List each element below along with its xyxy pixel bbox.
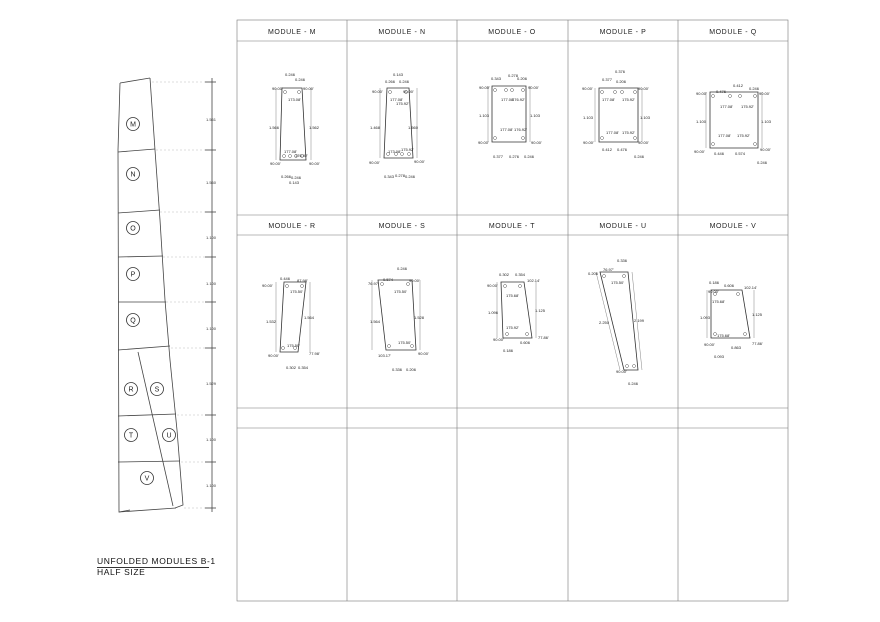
module-letter: U bbox=[166, 432, 172, 440]
module-p-dimension: 177.08' bbox=[602, 97, 615, 102]
module-q-dimension: 177.08' bbox=[718, 133, 731, 138]
module-u-dimension: 76.97' bbox=[603, 267, 614, 272]
module-p-dimension: 90.00' bbox=[638, 140, 649, 145]
module-header: MODULE - Q bbox=[709, 29, 757, 36]
module-q-dimension: 90.00' bbox=[694, 149, 705, 154]
module-u-dimension: 0.336 bbox=[617, 258, 628, 263]
module-p-dimension: 0.376 bbox=[615, 69, 626, 74]
strip-divider bbox=[118, 210, 160, 213]
module-n-dimension: 90.00' bbox=[372, 89, 383, 94]
module-p-dimension: 0.377 bbox=[602, 77, 613, 82]
module-p-dimension: 0.206 bbox=[616, 79, 627, 84]
module-o-dimension: 1.103 bbox=[479, 113, 490, 118]
strip-height-label: 1.100 bbox=[206, 281, 217, 286]
module-v-dimension: 90.00' bbox=[704, 342, 715, 347]
module-p-dimension: 0.412 bbox=[602, 147, 613, 152]
module-n-dimension: 90.00' bbox=[414, 159, 425, 164]
module-q-dimension: 1.100 bbox=[696, 119, 707, 124]
module-header: MODULE - V bbox=[709, 223, 757, 230]
module-letter: P bbox=[130, 271, 136, 279]
module-n-dimension: 90.00' bbox=[369, 160, 380, 165]
module-p-dimension: 90.00' bbox=[583, 140, 594, 145]
module-n-dimension: 175.92' bbox=[396, 101, 409, 106]
module-m-dimension: 173.08' bbox=[288, 97, 301, 102]
module-v-dimension: 1.093 bbox=[700, 315, 711, 320]
module-m-dimension: 90.00' bbox=[303, 86, 314, 91]
module-o-dimension: 0.343 bbox=[491, 76, 502, 81]
module-v-dimension: 175.68' bbox=[717, 333, 730, 338]
module-u-dimension: 0.246 bbox=[628, 381, 639, 386]
module-v-dimension: 0.186 bbox=[709, 280, 720, 285]
module-v-dimension: 0.863 bbox=[731, 345, 742, 350]
strip-divider bbox=[118, 256, 163, 257]
module-r-dimension: 0.446 bbox=[280, 276, 291, 281]
module-n-dimension: 175.92' bbox=[401, 147, 414, 152]
module-r-dimension: 90.00' bbox=[268, 353, 279, 358]
module-v-dimension: 1.125 bbox=[752, 312, 763, 317]
module-s-dimension: 175.50' bbox=[394, 289, 407, 294]
module-q-dimension: 90.00' bbox=[760, 147, 771, 152]
module-m-dimension: 0.266 bbox=[281, 174, 292, 179]
module-q-dimension: 0.476 bbox=[716, 89, 727, 94]
module-m-dimension: 90.00' bbox=[270, 161, 281, 166]
module-s-dimension: 103.17' bbox=[378, 353, 391, 358]
module-n-dimension: 1.468 bbox=[370, 125, 381, 130]
module-r-dimension: 87.98' bbox=[297, 278, 308, 283]
module-s-dimension: 90.00' bbox=[409, 278, 420, 283]
module-t-dimension: 90.00' bbox=[487, 283, 498, 288]
module-u-dimension: 2.199 bbox=[634, 318, 645, 323]
module-t-dimension: 0.606 bbox=[520, 340, 531, 345]
module-s-dimension: 0.336 bbox=[392, 367, 403, 372]
module-m-dimension: 1.562 bbox=[309, 125, 320, 130]
module-u-dimension: 90.00' bbox=[616, 369, 627, 374]
module-n-dimension: 177.08' bbox=[390, 97, 403, 102]
module-p-dimension: 90.00' bbox=[638, 86, 649, 91]
module-m-dimension: 0.246 bbox=[285, 72, 296, 77]
module-header: MODULE - M bbox=[268, 29, 316, 36]
module-header: MODULE - U bbox=[599, 223, 647, 230]
module-n-dimension: 173.08' bbox=[388, 149, 401, 154]
module-t-dimension: 0.302 bbox=[499, 272, 510, 277]
module-m-dimension: 177.08' bbox=[284, 149, 297, 154]
module-t-dimension: 1.125 bbox=[535, 308, 546, 313]
module-letter: Q bbox=[130, 317, 136, 325]
module-r-dimension: 0.354 bbox=[298, 365, 309, 370]
module-m-dimension: 90.00' bbox=[272, 86, 283, 91]
module-m-dimension: 90.00' bbox=[309, 161, 320, 166]
module-r-dimension: 1.564 bbox=[304, 315, 315, 320]
strip-divider bbox=[118, 346, 170, 350]
module-v-dimension: 102.14' bbox=[744, 285, 757, 290]
module-letter: O bbox=[130, 225, 136, 233]
module-q-dimension: 177.08' bbox=[720, 104, 733, 109]
module-o-dimension: 176.92' bbox=[512, 97, 525, 102]
strip-bottom-edge bbox=[119, 508, 176, 512]
module-v-dimension: 175.68' bbox=[712, 299, 725, 304]
module-o-outline bbox=[492, 86, 526, 142]
module-letter: N bbox=[130, 171, 136, 179]
module-m-dimension: 0.246 bbox=[295, 77, 306, 82]
title-underline bbox=[97, 567, 209, 568]
module-n-dimension: 90.00' bbox=[403, 89, 414, 94]
module-o-dimension: 0.276 bbox=[509, 154, 520, 159]
strip-height-label: 1.529 bbox=[206, 381, 217, 386]
module-letter: S bbox=[154, 386, 160, 394]
strip-outline-right bbox=[150, 78, 183, 508]
module-p-dimension: 175.92' bbox=[622, 130, 635, 135]
module-t-dimension: 1.096 bbox=[488, 310, 499, 315]
module-q-dimension: 0.446 bbox=[714, 151, 725, 156]
sheet-scale: HALF SIZE bbox=[97, 567, 146, 577]
module-o-dimension: 90.00' bbox=[479, 85, 490, 90]
module-letter: R bbox=[128, 386, 134, 394]
module-n-dimension: 0.266 bbox=[385, 79, 396, 84]
module-t-dimension: 175.68' bbox=[506, 293, 519, 298]
strip-divider bbox=[118, 149, 155, 152]
module-v-outline bbox=[711, 290, 750, 338]
module-o-dimension: 0.246 bbox=[524, 154, 535, 159]
module-v-dimension: 90.00' bbox=[708, 289, 719, 294]
module-n-dimension: 0.143 bbox=[393, 72, 404, 77]
module-v-dimension: 77.86' bbox=[752, 341, 763, 346]
module-letter: V bbox=[144, 475, 150, 483]
module-q-dimension: 1.103 bbox=[761, 119, 772, 124]
grid-frame bbox=[237, 20, 788, 601]
module-q-dimension: 90.00' bbox=[759, 91, 770, 96]
module-r-dimension: 90.00' bbox=[262, 283, 273, 288]
module-r-dimension: 175.50' bbox=[290, 289, 303, 294]
module-u-dimension: 2.250 bbox=[599, 320, 610, 325]
module-header: MODULE - P bbox=[599, 29, 647, 36]
strip-height-label: 1.100 bbox=[206, 326, 217, 331]
module-q-dimension: 0.246 bbox=[749, 86, 760, 91]
strip-outline-left bbox=[118, 83, 130, 512]
module-u-dimension: 0.206 bbox=[588, 271, 599, 276]
module-header: MODULE - O bbox=[488, 29, 536, 36]
strip-height-label: 1.560 bbox=[206, 180, 217, 185]
module-s-dimension: 90.00' bbox=[418, 351, 429, 356]
module-p-dimension: 90.00' bbox=[582, 86, 593, 91]
module-s-dimension: 0.574 bbox=[383, 277, 394, 282]
sheet-title: UNFOLDED MODULES B-1 bbox=[97, 556, 216, 566]
strip-height-label: 1.100 bbox=[206, 235, 217, 240]
module-t-dimension: 90.00' bbox=[493, 337, 504, 342]
module-m-dimension: 1.566 bbox=[269, 125, 280, 130]
module-s-dimension: 175.50' bbox=[398, 340, 411, 345]
strip-divider bbox=[118, 414, 176, 416]
strip-divider bbox=[118, 461, 180, 462]
module-o-dimension: 177.08' bbox=[501, 97, 514, 102]
module-p-dimension: 0.246 bbox=[634, 154, 645, 159]
module-r-dimension: 1.532 bbox=[266, 319, 277, 324]
module-r-dimension: 77.98' bbox=[309, 351, 320, 356]
module-n-dimension: 1.560 bbox=[408, 125, 419, 130]
module-q-dimension: 0.574 bbox=[735, 151, 746, 156]
strip-height-label: 1.100 bbox=[206, 483, 217, 488]
module-s-dimension: 0.206 bbox=[406, 367, 417, 372]
module-o-dimension: 90.00' bbox=[531, 140, 542, 145]
module-header: MODULE - T bbox=[488, 223, 536, 230]
module-q-dimension: 0.412 bbox=[733, 83, 744, 88]
module-v-dimension: 0.093 bbox=[714, 354, 725, 359]
module-p-dimension: 1.103 bbox=[640, 115, 651, 120]
strip-height-label: 1.100 bbox=[206, 437, 217, 442]
module-n-dimension: 0.278 bbox=[395, 173, 406, 178]
module-t-dimension: 175.92' bbox=[506, 325, 519, 330]
module-o-dimension: 177.08' bbox=[500, 127, 513, 132]
strip-height-label: 1.561 bbox=[206, 117, 217, 122]
module-header: MODULE - R bbox=[268, 223, 316, 230]
row2-headers bbox=[268, 223, 756, 230]
module-header: MODULE - N bbox=[378, 29, 426, 36]
module-t-dimension: 77.86' bbox=[538, 335, 549, 340]
module-o-dimension: 0.206 bbox=[517, 76, 528, 81]
module-t-dimension: 0.186 bbox=[503, 348, 514, 353]
module-m-dimension: 0.143 bbox=[289, 180, 300, 185]
module-n-dimension: 0.246 bbox=[405, 174, 416, 179]
module-s-dimension: 1.564 bbox=[370, 319, 381, 324]
module-n-dimension: 0.343 bbox=[384, 174, 395, 179]
module-p-dimension: 0.476 bbox=[617, 147, 628, 152]
strip-top-edge bbox=[120, 78, 150, 83]
module-s-dimension: 1.528 bbox=[414, 315, 425, 320]
module-o-dimension: 90.00' bbox=[478, 140, 489, 145]
unfolded-strip bbox=[118, 78, 216, 512]
module-m-dimension: 176.92' bbox=[295, 153, 308, 158]
module-letter: T bbox=[128, 432, 134, 440]
module-o-dimension: 0.377 bbox=[493, 154, 504, 159]
module-letter: M bbox=[130, 121, 136, 129]
module-o-dimension: 1.103 bbox=[530, 113, 541, 118]
module-r-dimension: 175.50' bbox=[287, 343, 300, 348]
module-o-dimension: 90.00' bbox=[528, 85, 539, 90]
module-m-dimension: 0.246 bbox=[291, 175, 302, 180]
module-n-dimension: 0.246 bbox=[399, 79, 410, 84]
module-p-dimension: 177.08' bbox=[606, 130, 619, 135]
module-u-dimension: 175.50' bbox=[611, 280, 624, 285]
module-v-dimension: 0.606 bbox=[724, 283, 735, 288]
module-header: MODULE - S bbox=[378, 223, 426, 230]
module-grid bbox=[237, 20, 788, 601]
module-s-dimension: 0.246 bbox=[397, 266, 408, 271]
module-q-dimension: 175.92' bbox=[741, 104, 754, 109]
module-p-dimension: 175.92' bbox=[622, 97, 635, 102]
module-t-dimension: 0.354 bbox=[515, 272, 526, 277]
module-q-dimension: 0.246 bbox=[757, 160, 768, 165]
module-r-dimension: 0.302 bbox=[286, 365, 297, 370]
module-s-dimension: 76.97' bbox=[368, 281, 379, 286]
module-o-dimension: 0.278 bbox=[508, 73, 519, 78]
module-q-dimension: 90.00' bbox=[696, 91, 707, 96]
module-q-dimension: 175.92' bbox=[737, 133, 750, 138]
module-o-dimension: 176.92' bbox=[514, 127, 527, 132]
strip-heights bbox=[206, 117, 217, 488]
module-p-dimension: 1.103 bbox=[583, 115, 594, 120]
module-t-dimension: 102.14' bbox=[527, 278, 540, 283]
row1-headers bbox=[268, 29, 757, 36]
